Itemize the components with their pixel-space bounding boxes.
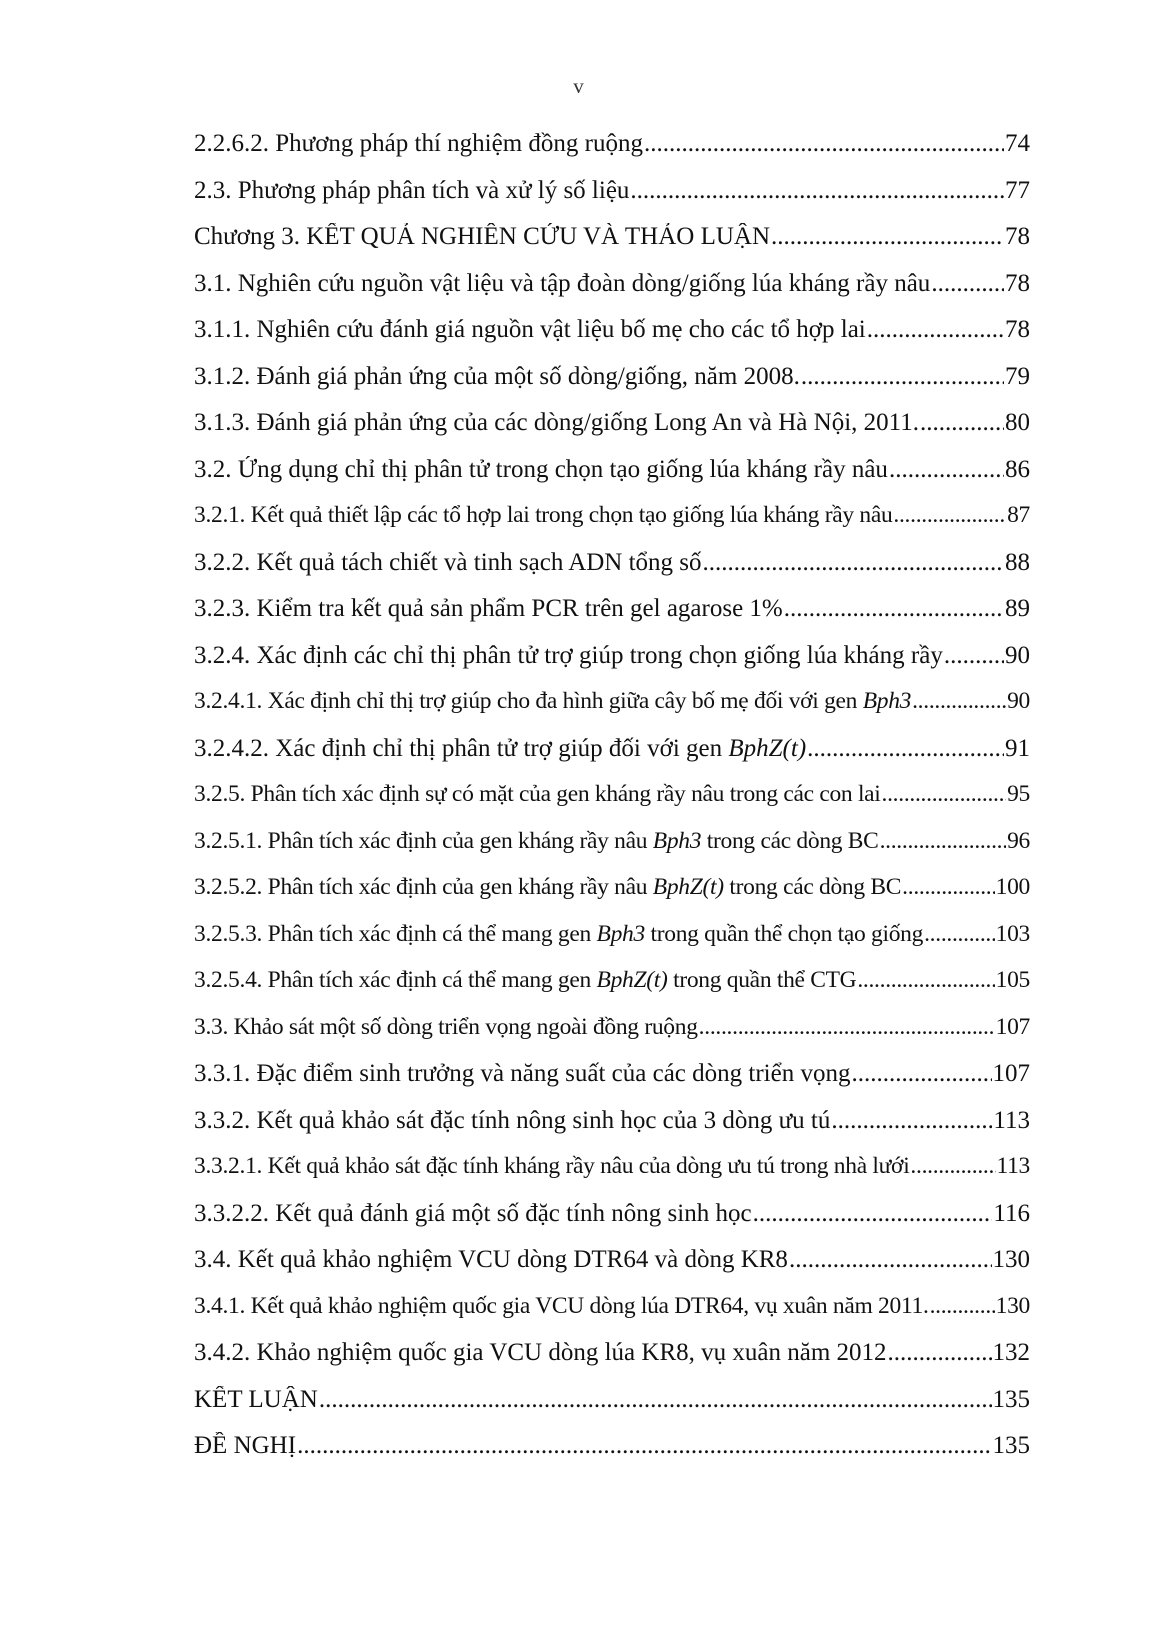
dot-leader — [902, 874, 994, 901]
toc-entry-page: 105 — [995, 967, 1030, 993]
dot-leader — [630, 177, 1004, 205]
toc-entry-title: Chương 3. KẾT QUẢ NGHIÊN CỨU VÀ THẢO LUẬN — [194, 223, 771, 250]
toc-entry-title: 3.3.2.1. Kết quả khảo sát đặc tính kháng rầy nâu của dòng ưu tú trong nhà lưới — [194, 1153, 910, 1179]
gene-name: BphZ(t) — [728, 734, 807, 762]
toc-entry-title: KẾT LUẬN — [194, 1385, 318, 1413]
toc-entry-title: 3.2. Ứng dụng chỉ thị phân tử trong chọn tạo giống lúa kháng rầy nâu — [194, 455, 888, 483]
toc-entry-title: 3.2.4.2. Xác định chỉ thị phân tử trợ giúp đối với gen BphZ(t) — [194, 734, 807, 762]
toc-entry-page: 89 — [1005, 595, 1030, 622]
toc-entry[interactable] — [194, 735, 1030, 782]
toc-entry-title: 3.4. Kết quả khảo nghiệm VCU dòng DTR64 và dòng KR8 — [194, 1246, 788, 1273]
toc-entry-page: 78 — [1005, 223, 1030, 250]
toc-entry[interactable] — [194, 223, 1030, 270]
toc-entry-page: 100 — [995, 874, 1030, 900]
gene-name: Bph3 — [652, 827, 702, 854]
table-of-contents — [194, 130, 1030, 1479]
gene-name: BphZ(t) — [596, 967, 668, 993]
toc-entry[interactable] — [194, 549, 1030, 596]
gene-name: BphZ(t) — [652, 874, 724, 900]
dot-leader — [867, 316, 1004, 344]
toc-entry-page: 130 — [992, 1246, 1030, 1273]
toc-entry-title: 3.2.1. Kết quả thiết lập các tổ hợp lai trong chọn tạo giống lúa kháng rầy nâu — [194, 502, 893, 528]
toc-entry-title: 3.2.4. Xác định các chỉ thị phân tử trợ giúp trong chọn giống lúa kháng rầy — [194, 641, 943, 669]
toc-entry[interactable] — [194, 316, 1030, 363]
dot-leader — [801, 363, 1004, 391]
toc-entry-page: 91 — [1005, 734, 1030, 762]
toc-entry-page: 88 — [1005, 548, 1030, 576]
toc-entry-title: 3.2.2. Kết quả tách chiết và tinh sạch ADN tổng số — [194, 548, 702, 576]
dot-leader — [910, 1153, 995, 1180]
toc-entry-title: 3.1.1. Nghiên cứu đánh giá nguồn vật liệu bố mẹ cho các tổ hợp lai — [194, 316, 866, 343]
toc-entry-page: 74 — [1005, 130, 1030, 157]
dot-leader — [784, 595, 1004, 623]
toc-entry-page: 103 — [995, 920, 1030, 947]
toc-entry-title: 3.2.5.4. Phân tích xác định cá thể mang gen BphZ(t) trong quần thể CTG — [194, 967, 857, 993]
dot-leader — [771, 223, 1004, 251]
toc-entry[interactable] — [194, 270, 1030, 317]
toc-entry-page: 96 — [1007, 827, 1030, 854]
dot-leader — [880, 828, 1007, 855]
toc-entry[interactable] — [194, 502, 1030, 549]
dot-leader — [931, 270, 1004, 298]
dot-leader — [703, 549, 1004, 577]
toc-entry[interactable] — [194, 781, 1030, 828]
toc-entry-page: 78 — [1005, 316, 1030, 343]
toc-entry-page: 107 — [995, 1013, 1030, 1040]
toc-entry-page: 116 — [993, 1199, 1030, 1227]
toc-entry[interactable] — [194, 1014, 1030, 1061]
page-number: v — [573, 74, 584, 98]
toc-entry-title: 3.2.4.1. Xác định chỉ thị trợ giúp cho đa hình giữa cây bố mẹ đối với gen Bph3 — [194, 688, 912, 714]
toc-entry-page: 86 — [1005, 455, 1030, 483]
toc-entry[interactable] — [194, 1246, 1030, 1293]
toc-entry-title: 3.2.5.2. Phân tích xác định của gen kháng rầy nâu BphZ(t) trong các dòng BC — [194, 874, 902, 900]
toc-entry-page: 77 — [1005, 176, 1030, 204]
dot-leader — [807, 735, 1004, 763]
toc-entry[interactable] — [194, 967, 1030, 1014]
dot-leader — [893, 502, 1006, 529]
toc-entry[interactable] — [194, 1339, 1030, 1386]
gene-name: Bph3 — [862, 688, 912, 714]
toc-entry[interactable] — [194, 363, 1030, 410]
toc-entry-page: 113 — [993, 1106, 1030, 1134]
toc-entry-page: 95 — [1007, 781, 1030, 807]
dot-leader — [930, 1293, 995, 1320]
dot-leader — [924, 921, 995, 948]
dot-leader — [319, 1386, 992, 1414]
dot-leader — [789, 1246, 992, 1274]
toc-entry[interactable] — [194, 688, 1030, 735]
dot-leader — [882, 781, 1007, 808]
gene-name: Bph3 — [596, 920, 645, 947]
dot-leader — [920, 409, 1004, 437]
toc-entry-title: 3.3. Khảo sát một số dòng triển vọng ngoài đồng ruộng — [194, 1013, 698, 1040]
toc-entry[interactable] — [194, 921, 1030, 968]
toc-entry-title: 3.3.2.2. Kết quả đánh giá một số đặc tính nông sinh học — [194, 1199, 752, 1227]
toc-entry-page: 90 — [1005, 641, 1030, 669]
dot-leader — [912, 688, 1006, 715]
toc-entry[interactable] — [194, 1200, 1030, 1247]
dot-leader — [297, 1432, 991, 1460]
toc-entry[interactable] — [194, 177, 1030, 224]
toc-entry[interactable] — [194, 130, 1030, 177]
toc-entry-title: 3.1.2. Đánh giá phản ứng của một số dòng/giống, năm 2008. — [194, 362, 800, 390]
toc-entry-page: 130 — [995, 1292, 1030, 1319]
dot-leader — [753, 1200, 993, 1228]
toc-entry-page: 87 — [1007, 502, 1030, 528]
toc-entry-title: 3.3.1. Đặc điểm sinh trưởng và năng suất của các dòng triển vọng — [194, 1060, 851, 1087]
dot-leader — [944, 642, 1004, 670]
toc-entry-title: 3.2.5.3. Phân tích xác định cá thể mang gen Bph3 trong quần thể chọn tạo giống — [194, 920, 924, 947]
toc-entry-title: 3.2.5.1. Phân tích xác định của gen kháng rầy nâu Bph3 trong các dòng BC — [194, 827, 879, 854]
toc-entry[interactable] — [194, 1153, 1030, 1200]
toc-entry-title: 3.2.3. Kiểm tra kết quả sản phẩm PCR trên gel agarose 1% — [194, 595, 783, 622]
toc-entry[interactable] — [194, 1386, 1030, 1433]
toc-entry-title: 3.4.2. Khảo nghiệm quốc gia VCU dòng lúa KR8, vụ xuân năm 2012 — [194, 1339, 887, 1366]
toc-entry-page: 135 — [992, 1432, 1030, 1459]
toc-entry[interactable] — [194, 642, 1030, 689]
toc-entry[interactable] — [194, 409, 1030, 456]
toc-entry[interactable] — [194, 1432, 1030, 1479]
toc-entry-page: 132 — [992, 1339, 1030, 1366]
dot-leader — [644, 130, 1004, 158]
toc-entry-title: 3.1.3. Đánh giá phản ứng của các dòng/giống Long An và Hà Nội, 2011. — [194, 409, 919, 436]
toc-entry-title: 2.2.6.2. Phương pháp thí nghiệm đồng ruộng — [194, 130, 643, 157]
toc-entry-page: 135 — [992, 1385, 1030, 1413]
toc-entry-title: 3.3.2. Kết quả khảo sát đặc tính nông sinh học của 3 dòng ưu tú — [194, 1106, 831, 1134]
toc-entry-title: 3.1. Nghiên cứu nguồn vật liệu và tập đoàn dòng/giống lúa kháng rầy nâu — [194, 269, 931, 297]
toc-entry-page: 78 — [1005, 269, 1030, 297]
toc-entry-page: 107 — [992, 1060, 1030, 1087]
toc-entry[interactable] — [194, 1107, 1030, 1154]
toc-entry-page: 80 — [1005, 409, 1030, 436]
dot-leader — [851, 1060, 991, 1088]
toc-entry-page: 90 — [1007, 688, 1030, 714]
toc-entry[interactable] — [194, 456, 1030, 503]
toc-entry-page: 113 — [996, 1153, 1030, 1179]
dot-leader — [699, 1014, 995, 1041]
toc-entry-title: 2.3. Phương pháp phân tích và xử lý số liệu — [194, 176, 630, 204]
dot-leader — [831, 1107, 992, 1135]
toc-entry-title: ĐỀ NGHỊ — [194, 1432, 297, 1459]
dot-leader — [857, 967, 994, 994]
toc-entry-title: 3.4.1. Kết quả khảo nghiệm quốc gia VCU dòng lúa DTR64, vụ xuân năm 2011. — [194, 1292, 929, 1319]
toc-entry[interactable] — [194, 1060, 1030, 1107]
toc-entry[interactable] — [194, 874, 1030, 921]
toc-entry[interactable] — [194, 595, 1030, 642]
dot-leader — [888, 1339, 992, 1367]
toc-entry[interactable] — [194, 1293, 1030, 1340]
toc-entry[interactable] — [194, 828, 1030, 875]
toc-entry-title: 3.2.5. Phân tích xác định sự có mặt của gen kháng rầy nâu trong các con lai — [194, 781, 881, 807]
dot-leader — [889, 456, 1004, 484]
toc-entry-page: 79 — [1005, 362, 1030, 390]
